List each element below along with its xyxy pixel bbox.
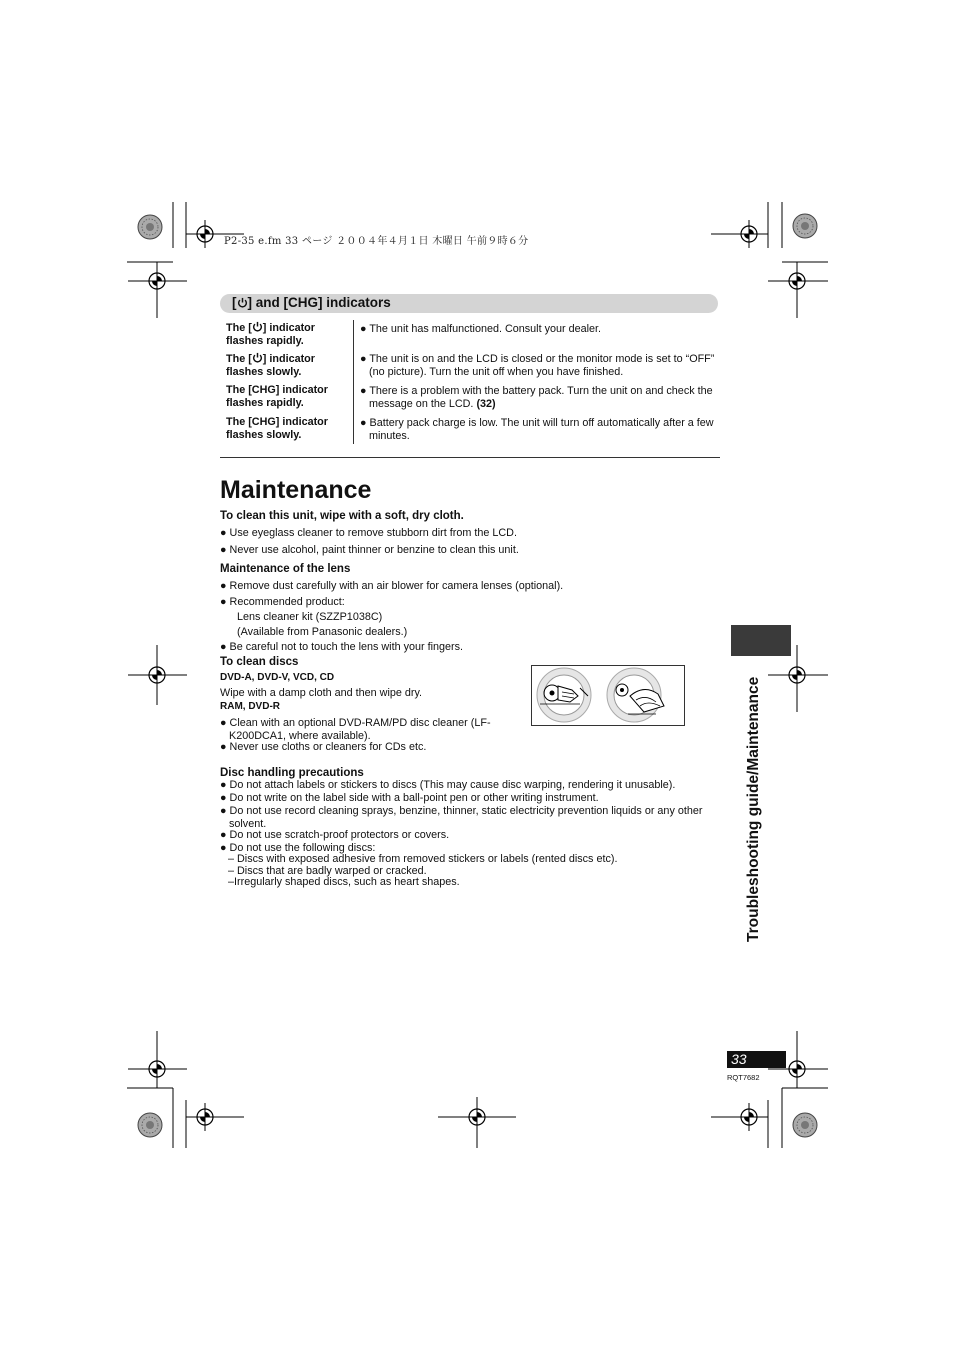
indicator-label-power-slow: The [ ] indicator flashes slowly. — [226, 353, 315, 378]
disc-types-label: RAM, DVD-R — [220, 701, 280, 712]
list-item: ● Never use alcohol, paint thinner or benzine to clean this unit. — [220, 544, 519, 556]
list-item: ● Never use cloths or cleaners for CDs etc. — [220, 741, 427, 753]
lens-product: Lens cleaner kit (SZZP1038C) — [237, 611, 383, 623]
list-item: ● Be careful not to touch the lens with your fingers. — [220, 641, 463, 653]
disc-illustration-icon — [532, 666, 684, 725]
list-item: ● Remove dust carefully with an air blower for camera lenses (optional). — [220, 580, 564, 592]
list-item: ● Do not use scratch-proof protectors or covers. — [220, 829, 450, 841]
lens-heading: Maintenance of the lens — [220, 563, 351, 575]
list-item: ● Recommended product: — [220, 596, 345, 608]
precautions-heading: Disc handling precautions — [220, 767, 364, 779]
disc-avoid-item: – Discs that are badly warped or cracked. — [228, 865, 427, 877]
indicator-text: ● Battery pack charge is low. The unit will turn off automatically after a few minutes. — [360, 417, 714, 442]
power-icon — [252, 352, 263, 363]
power-icon — [252, 321, 263, 332]
lens-availability: (Available from Panasonic dealers.) — [237, 626, 408, 638]
indicator-label-power-rapid: The [ ] indicator flashes rapidly. — [226, 322, 315, 347]
section-divider — [220, 457, 720, 458]
discs-heading: To clean discs — [220, 656, 299, 668]
print-header: P2-35 e.fm 33 ページ ２００４年４月１日 木曜日 午前９時６分 — [224, 236, 529, 247]
page-number: 33 — [731, 1051, 747, 1067]
page-reference: (32) — [476, 398, 496, 410]
indicator-label-chg-rapid: The [CHG] indicator flashes rapidly. — [226, 384, 328, 409]
disc-avoid-item: – Discs with exposed adhesive from removed stickers or labels (rented discs etc). — [228, 853, 618, 865]
disc-cleaning-illustration — [531, 665, 685, 726]
list-item: ● Do not write on the label side with a ball-point pen or other writing instrument. — [220, 792, 599, 804]
disc-cleaning-text: Wipe with a damp cloth and then wipe dry. — [220, 687, 423, 699]
list-item: ● Clean with an optional DVD-RAM/PD disc cleaner (LF-K200DCA1, where available). — [220, 717, 491, 742]
page-title: Maintenance — [220, 476, 372, 504]
side-section-label: Troubleshooting guide/Maintenance — [745, 676, 762, 942]
list-item: ● Do not attach labels or stickers to discs (This may cause disc warping, rendering it unusable). — [220, 779, 676, 791]
clean-unit-heading: To clean this unit, wipe with a soft, dry cloth. — [220, 510, 464, 522]
disc-types-label: DVD-A, DVD-V, VCD, CD — [220, 672, 335, 683]
indicator-text: ● The unit is on and the LCD is closed or the monitor mode is set to “OFF” (no picture). Turn the unit off when you have finished. — [360, 353, 715, 378]
indicator-text: ● The unit has malfunctioned. Consult your dealer. — [360, 323, 601, 335]
indicators-section-title: [ ] and [CHG] indicators — [232, 295, 391, 310]
table-divider — [353, 320, 354, 444]
model-code: RQT7682 — [727, 1073, 760, 1082]
list-item: ● Use eyeglass cleaner to remove stubborn dirt from the LCD. — [220, 527, 517, 539]
disc-avoid-item: –Irregularly shaped discs, such as heart shapes. — [228, 876, 460, 888]
power-icon — [237, 297, 248, 308]
indicator-label-chg-slow: The [CHG] indicator flashes slowly. — [226, 416, 328, 441]
section-tab-marker — [731, 625, 791, 656]
list-item: ● Do not use record cleaning sprays, benzine, thinner, static electricity prevention liquids or any other solvent. — [220, 805, 703, 830]
list-item: ● Do not use the following discs: — [220, 842, 376, 854]
indicator-text: ● There is a problem with the battery pack. Turn the unit on and check the message on the LCD. (32) — [360, 385, 713, 410]
